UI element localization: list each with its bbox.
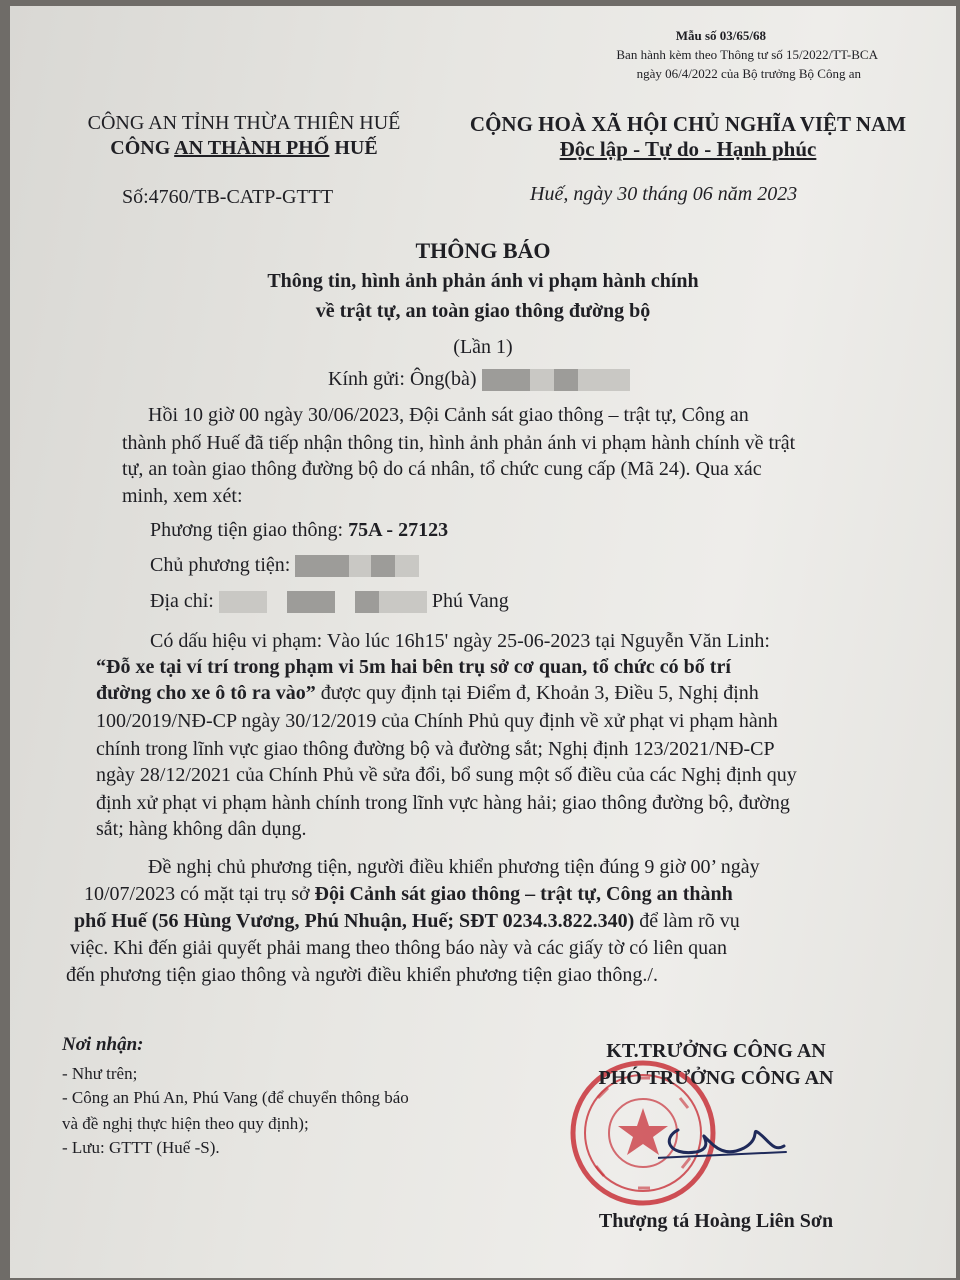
notice-round: (Lần 1) — [453, 336, 513, 358]
violation-line: đường cho xe ô tô ra vào” được quy định tại Điểm đ, Khoản 3, Điều 5, Nghị định — [96, 682, 759, 704]
request-line: phố Huế (56 Hùng Vương, Phú Nhuận, Huế; SĐT 0234.3.822.340) để làm rõ vụ — [74, 910, 740, 932]
form-number: Mẫu số 03/65/68 — [675, 28, 766, 43]
request-line: Đề nghị chủ phương tiện, người điều khiển phương tiện đúng 9 giờ 00’ ngày — [148, 856, 760, 878]
intro-line: Hồi 10 giờ 00 ngày 30/06/2023, Đội Cảnh sát giao thông – trật tự, Công an — [148, 404, 749, 426]
violation-line: Có dấu hiệu vi phạm: Vào lúc 16h15' ngày 25-06-2023 tại Nguyễn Văn Linh: — [150, 630, 770, 652]
recipient-item: và đề nghị thực hiện theo quy định); — [62, 1114, 309, 1133]
parent-agency: CÔNG AN TỈNH THỪA THIÊN HUẾ — [87, 112, 401, 134]
address-line: Địa chỉ: Phú Vang — [150, 590, 509, 612]
form-issue-date-line: ngày 06/4/2022 của Bộ trưởng Bộ Công an — [636, 66, 861, 81]
recipient-item: - Lưu: GTTT (Huế -S). — [62, 1138, 220, 1157]
salutation: Kính gửi: Ông(bà) — [328, 368, 630, 391]
recipient-item: - Công an Phú An, Phú Vang (để chuyển thông báo — [62, 1088, 409, 1107]
violation-line: chính trong lĩnh vực giao thông đường bộ và đường sắt; Nghị định 123/2021/NĐ-CP — [96, 738, 775, 760]
license-plate: 75A - 27123 — [348, 519, 449, 541]
document-subtitle-2: về trật tự, an toàn giao thông đường bộ — [315, 300, 651, 322]
request-line: việc. Khi đến giải quyết phải mang theo thông báo này và các giấy tờ có liên quan — [70, 937, 728, 959]
document-page — [10, 6, 956, 1278]
request-line: đến phương tiện giao thông và người điều khiển phương tiện giao thông./. — [66, 964, 658, 986]
violation-line: định xử phạt vi phạm hành chính trong lĩnh vực hàng hải; giao thông đường bộ, đường — [96, 792, 790, 814]
request-line: 10/07/2023 có mặt tại trụ sở Đội Cảnh sát giao thông – trật tự, Công an thành — [84, 883, 733, 905]
violation-line: 100/2019/NĐ-CP ngày 30/12/2019 của Chính Phủ quy định về xử phạt vi phạm hành — [96, 710, 778, 732]
recipient-item: - Như trên; — [62, 1064, 138, 1083]
redacted-owner — [295, 555, 349, 577]
violation-description: “Đỗ xe tại ví trí trong phạm vi 5m hai bên trụ sở cơ quan, tổ chức có bố trí — [96, 656, 731, 678]
vehicle-line: Phương tiện giao thông: 75A - 27123 — [150, 519, 449, 541]
place-date: Huế, ngày 30 tháng 06 năm 2023 — [530, 183, 798, 205]
intro-line: thành phố Huế đã tiếp nhận thông tin, hình ảnh phản ánh vi phạm hành chính về trật — [122, 432, 796, 454]
national-motto: Độc lập - Tự do - Hạnh phúc — [559, 137, 817, 161]
redacted-address — [219, 591, 267, 613]
issuing-agency: CÔNG AN THÀNH PHỐ HUẾ — [110, 137, 378, 159]
owner-line: Chủ phương tiện: — [150, 554, 419, 577]
form-circular-line: Ban hành kèm theo Thông tư số 15/2022/TT-BCA — [616, 47, 878, 62]
national-name: CỘNG HOÀ XÃ HỘI CHỦ NGHĨA VIỆT NAM — [469, 112, 907, 136]
signer-name: Thượng tá Hoàng Liên Sơn — [598, 1210, 834, 1232]
intro-line: tự, an toàn giao thông đường bộ do cá nhân, tổ chức cung cấp (Mã 24). Qua xác — [122, 458, 762, 480]
signature-icon — [658, 1118, 788, 1168]
recipients-heading: Nơi nhận: — [62, 1034, 144, 1055]
violation-line: sắt; hàng không dân dụng. — [96, 818, 307, 840]
signature-title-2: PHÓ TRƯỞNG CÔNG AN — [598, 1067, 834, 1089]
violation-line: ngày 28/12/2021 của Chính Phủ về sửa đổi, bổ sung một số điều của các Nghị định quy — [96, 764, 797, 786]
document-number: Số:4760/TB-CATP-GTTT — [122, 186, 334, 208]
signature-title-1: KT.TRƯỞNG CÔNG AN — [606, 1040, 826, 1062]
document-subtitle-1: Thông tin, hình ảnh phản ánh vi phạm hành chính — [267, 270, 699, 292]
redacted-name — [482, 369, 530, 391]
intro-line: minh, xem xét: — [122, 485, 243, 507]
document-title: THÔNG BÁO — [415, 238, 551, 263]
